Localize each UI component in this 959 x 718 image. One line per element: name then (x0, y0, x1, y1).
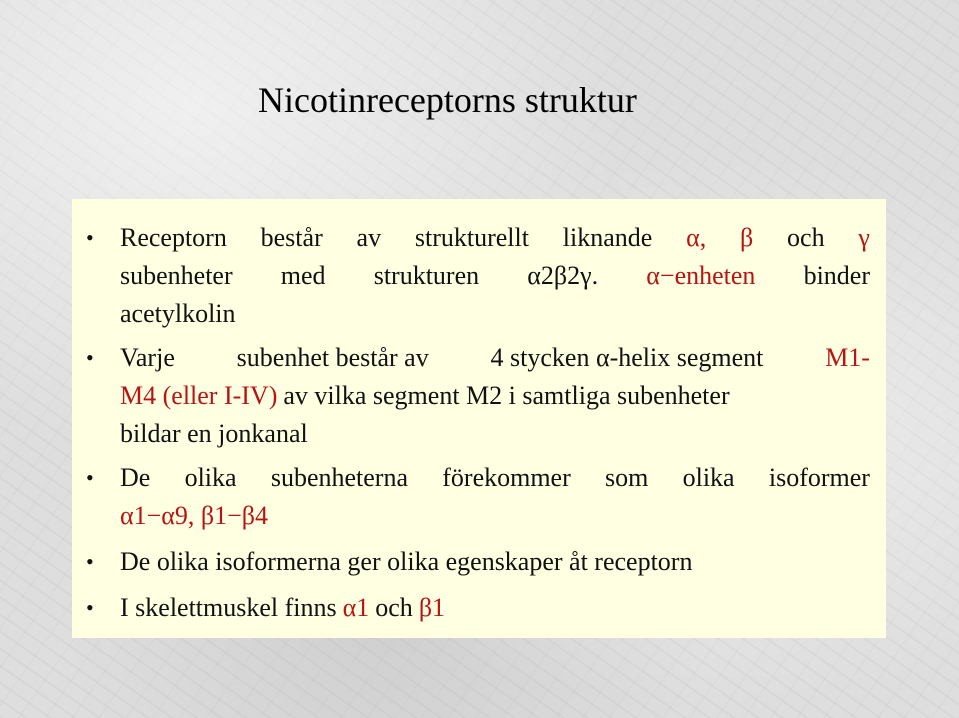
text-segment: med (280, 261, 326, 290)
text-segment: och (787, 223, 825, 252)
highlight-segment: γ (858, 223, 870, 252)
text-segment: isoformer (768, 463, 870, 492)
text-segment: består (260, 223, 323, 252)
text-segment: Varje (120, 343, 175, 372)
text-segment: av (356, 223, 382, 252)
text-segment: subenheterna (270, 463, 408, 492)
bullet-line (120, 219, 870, 257)
highlight-segment: M1- (825, 343, 870, 372)
text-segment: α2β2γ. (527, 261, 599, 290)
bullet-icon: • (86, 549, 94, 574)
bullet-icon: • (86, 345, 94, 370)
text-segment: olika (682, 463, 735, 492)
highlight-segment: M4 (eller I-IV) (120, 381, 278, 410)
text-segment: Receptorn (120, 223, 227, 252)
bullet-line (120, 415, 870, 453)
highlight-segment: β1 (418, 593, 446, 622)
text-segment: olika (184, 463, 237, 492)
text-segment: och (375, 593, 413, 622)
text-segment: strukturellt (414, 223, 529, 252)
text-segment: bildar en jonkanal (120, 419, 308, 448)
bullet-line (120, 339, 870, 377)
bullet-line (120, 543, 870, 581)
highlight-segment: α−enheten (646, 261, 756, 290)
bullet-icon: • (86, 225, 94, 250)
text-segment: förekommer (442, 463, 571, 492)
text-segment: som (605, 463, 649, 492)
bullet-line (120, 377, 870, 415)
text-segment: av vilka segment M2 i samtliga subenheter (283, 381, 730, 410)
text-segment: binder (803, 261, 870, 290)
slide-title: Nicotinreceptorns struktur (258, 80, 637, 120)
bullet-line (120, 459, 870, 497)
text-segment: I skelettmuskel finns (120, 593, 337, 622)
text-segment: subenheter (120, 261, 233, 290)
text-segment: De olika isoformerna ger olika egenskaper åt receptorn (120, 547, 693, 576)
bullet-icon: • (86, 595, 94, 620)
bullet-line (120, 497, 870, 535)
bullet-line (120, 295, 870, 333)
highlight-segment: α1 (342, 593, 370, 622)
text-segment: subenhet består av (236, 343, 429, 372)
text-segment: acetylkolin (120, 299, 236, 328)
bullet-line (120, 589, 870, 627)
highlight-segment: β (740, 223, 754, 252)
text-segment: 4 stycken α-helix segment (490, 343, 764, 372)
text-segment: De (120, 463, 151, 492)
content-panel (72, 199, 886, 638)
bullet-line (120, 257, 870, 295)
highlight-segment: α1−α9, β1−β4 (120, 501, 269, 530)
text-segment: liknande (562, 223, 653, 252)
text-segment: strukturen (373, 261, 480, 290)
bullet-icon: • (86, 465, 94, 490)
highlight-segment: α, (686, 223, 707, 252)
